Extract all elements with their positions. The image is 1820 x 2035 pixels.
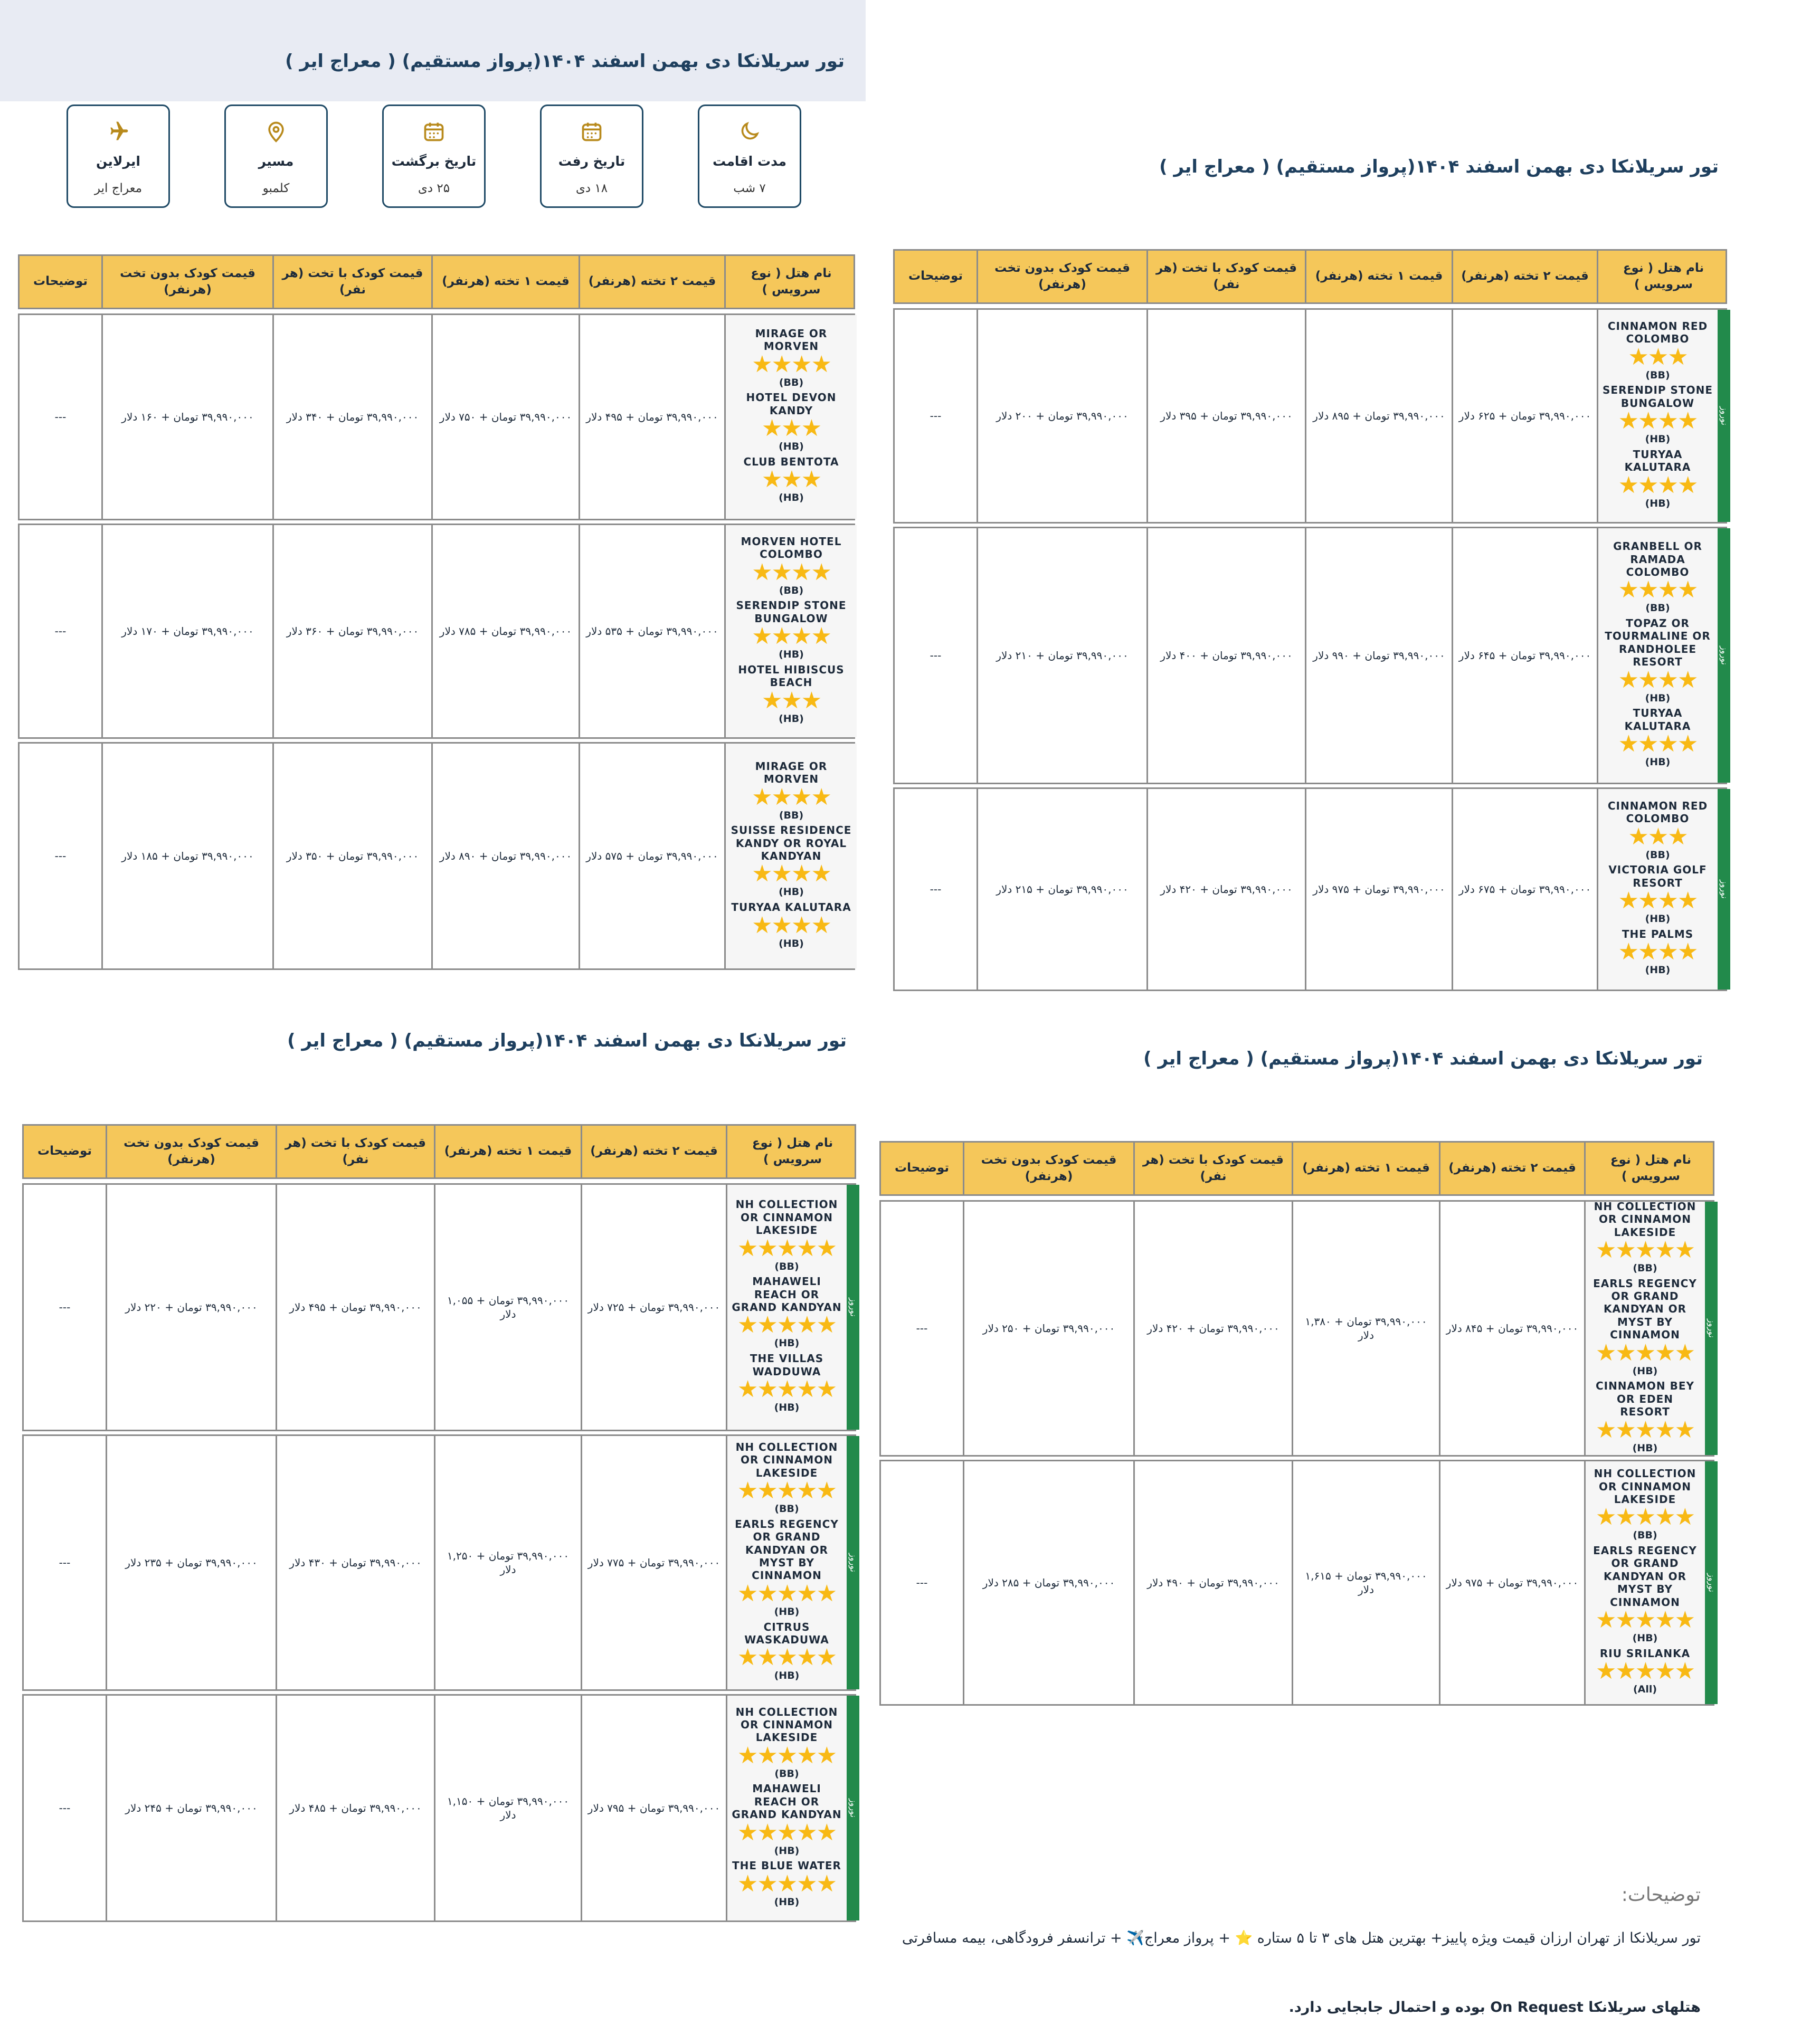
cell-notes: --- xyxy=(916,1322,928,1335)
table-header-row xyxy=(879,1141,1714,1196)
board-type: (BB) xyxy=(774,1503,799,1515)
board-type: (HB) xyxy=(1645,497,1671,509)
star-rating: ★★★★★ xyxy=(737,1742,837,1769)
star-rating: ★★★★★ xyxy=(737,1234,837,1262)
cell-double: ۳۹,۹۹۰,۰۰۰ تومان + ۷۲۵ دلار xyxy=(581,1185,726,1430)
hotel-name: EARLS REGENCY OR GRAND KANDYAN OR MYST BY CINNAMON xyxy=(1593,1544,1697,1609)
header-hotel: نام هتل ( نوع سرویس ) xyxy=(726,1126,858,1177)
star-rating: ★★★★★ xyxy=(1595,1416,1695,1443)
header-child-bed: قیمت کودک با تخت (هر نفر) xyxy=(276,1126,434,1177)
season-strip: نوروز xyxy=(847,1436,859,1689)
cell-hotels xyxy=(1597,528,1729,783)
season-strip: نوروز xyxy=(1718,310,1730,522)
board-type: (HB) xyxy=(779,712,804,725)
star-rating: ★★★ xyxy=(761,687,821,714)
hotel-name: RIU SRILANKA xyxy=(1599,1647,1691,1660)
cell-single: ۳۹,۹۹۰,۰۰۰ تومان + ۱,۲۵۰ دلار xyxy=(434,1436,581,1689)
header-child-nobed: قیمت کودک بدون تخت (هرنفر) xyxy=(106,1126,276,1177)
notes-title: توضیحات: xyxy=(1621,1884,1701,1906)
season-strip: نوروز xyxy=(847,1185,859,1430)
info-card-label: مدت اقامت xyxy=(712,154,786,169)
cell-child-bed: ۳۹,۹۹۰,۰۰۰ تومان + ۴۲۰ دلار xyxy=(1133,1202,1292,1455)
cell-notes: --- xyxy=(59,1802,71,1814)
hotel-name: NH COLLECTION OR CINNAMON LAKESIDE xyxy=(735,1198,838,1237)
board-type: (HB) xyxy=(779,886,804,898)
season-strip: نوروز xyxy=(1718,528,1730,783)
info-card-return xyxy=(382,104,486,208)
hotel-name: CINNAMON RED COLOMBO xyxy=(1607,799,1708,825)
header-notes: توضیحات xyxy=(895,1161,949,1175)
star-rating: ★★★★ xyxy=(752,350,831,378)
calendar-icon xyxy=(384,117,484,146)
board-type: (HB) xyxy=(1645,692,1671,704)
board-type: (HB) xyxy=(1645,913,1671,925)
header-notes: توضیحات xyxy=(33,274,88,289)
table-row xyxy=(22,1434,859,1691)
cell-child-nobed: ۳۹,۹۹۰,۰۰۰ تومان + ۲۱۵ دلار xyxy=(977,789,1146,990)
header-notes: توضیحات xyxy=(37,1144,92,1158)
cell-hotels xyxy=(726,1185,858,1430)
hotel-name: THE BLUE WATER xyxy=(732,1859,841,1872)
board-type: (BB) xyxy=(1633,1262,1657,1274)
cell-child-nobed: ۳۹,۹۹۰,۰۰۰ تومان + ۲۱۰ دلار xyxy=(977,528,1146,783)
header-notes: توضیحات xyxy=(908,269,963,283)
star-rating: ★★★★★ xyxy=(1595,1606,1695,1634)
star-rating: ★★★★ xyxy=(752,911,831,939)
board-type: (BB) xyxy=(774,1260,799,1272)
hotel-name: TURYAA KALUTARA xyxy=(731,901,851,914)
star-rating: ★★★★ xyxy=(752,860,831,888)
header-single: قیمت ۱ تخته (هرنفر) xyxy=(431,256,579,308)
header-child-nobed: قیمت کودک بدون تخت (هرنفر) xyxy=(977,251,1146,302)
board-type: (HB) xyxy=(1645,756,1671,768)
info-card-label: تاریخ رفت xyxy=(558,154,625,169)
hotel-name: TURYAA KALUTARA xyxy=(1624,448,1691,474)
cell-child-nobed: ۳۹,۹۹۰,۰۰۰ تومان + ۲۰۰ دلار xyxy=(977,310,1146,522)
cell-child-nobed: ۳۹,۹۹۰,۰۰۰ تومان + ۲۳۵ دلار xyxy=(106,1436,276,1689)
star-rating: ★★★★★ xyxy=(737,1375,837,1403)
cell-child-nobed: ۳۹,۹۹۰,۰۰۰ تومان + ۲۸۵ دلار xyxy=(963,1461,1133,1704)
header-hotel: نام هتل ( نوع سرویس ) xyxy=(1597,251,1729,302)
cell-double: ۳۹,۹۹۰,۰۰۰ تومان + ۴۹۵ دلار xyxy=(579,315,724,519)
star-rating: ★★★★ xyxy=(1618,576,1698,604)
cell-double: ۳۹,۹۹۰,۰۰۰ تومان + ۸۴۵ دلار xyxy=(1439,1202,1584,1455)
board-type: (BB) xyxy=(1645,369,1670,381)
header-double: قیمت ۲ تخته (هرنفر) xyxy=(581,1126,726,1177)
cell-double: ۳۹,۹۹۰,۰۰۰ تومان + ۹۷۵ دلار xyxy=(1439,1461,1584,1704)
table-row xyxy=(893,527,1730,784)
cell-single: ۳۹,۹۹۰,۰۰۰ تومان + ۹۷۵ دلار xyxy=(1305,789,1452,990)
header-child-bed: قیمت کودک با تخت (هر نفر) xyxy=(1133,1143,1292,1194)
star-rating: ★★★ xyxy=(1628,343,1688,370)
board-type: (HB) xyxy=(779,649,804,661)
board-type: (HB) xyxy=(779,441,804,453)
cell-single: ۳۹,۹۹۰,۰۰۰ تومان + ۷۵۰ دلار xyxy=(431,315,579,519)
board-type: (HB) xyxy=(1632,1632,1658,1644)
info-card-value: ۷ شب xyxy=(733,182,766,195)
tour-title-left-1: تور سریلانکا دی بهمن اسفند ۱۴۰۴(پرواز مستقیم) ( معراج ایر ) xyxy=(285,51,845,72)
cell-child-bed: ۳۹,۹۹۰,۰۰۰ تومان + ۳۹۵ دلار xyxy=(1146,310,1305,522)
tour-title-right-2: تور سریلانکا دی بهمن اسفند ۱۴۰۴(پرواز مستقیم) ( معراج ایر ) xyxy=(1143,1048,1703,1069)
cell-single: ۳۹,۹۹۰,۰۰۰ تومان + ۹۹۰ دلار xyxy=(1305,528,1452,783)
cell-single: ۳۹,۹۹۰,۰۰۰ تومان + ۷۸۵ دلار xyxy=(431,525,579,737)
tour-title-left-2: تور سریلانکا دی بهمن اسفند ۱۴۰۴(پرواز مستقیم) ( معراج ایر ) xyxy=(287,1030,847,1051)
board-type: (HB) xyxy=(774,1401,800,1413)
cell-hotels xyxy=(724,315,857,519)
board-type: (HB) xyxy=(774,1896,800,1908)
hotel-name: HOTEL HIBISCUS BEACH xyxy=(738,663,845,689)
info-card-label: مسیر xyxy=(258,154,294,169)
cell-child-bed: ۳۹,۹۹۰,۰۰۰ تومان + ۴۲۰ دلار xyxy=(1146,789,1305,990)
table-row xyxy=(18,742,855,970)
star-rating: ★★★★★ xyxy=(737,1819,837,1846)
hotel-name: TURYAA KALUTARA xyxy=(1624,707,1691,733)
header-child-nobed: قیمت کودک بدون تخت (هرنفر) xyxy=(963,1143,1133,1194)
star-rating: ★★★★★ xyxy=(737,1311,837,1339)
info-card-label: تاریخ برگشت xyxy=(391,154,477,169)
hotel-name: HOTEL DEVON KANDY xyxy=(746,391,837,417)
cell-child-nobed: ۳۹,۹۹۰,۰۰۰ تومان + ۱۷۰ دلار xyxy=(101,525,272,737)
cell-double: ۳۹,۹۹۰,۰۰۰ تومان + ۵۳۵ دلار xyxy=(579,525,724,737)
table-row xyxy=(22,1694,859,1922)
cell-notes: --- xyxy=(59,1301,71,1314)
info-card-departure xyxy=(540,104,643,208)
cell-single: ۳۹,۹۹۰,۰۰۰ تومان + ۱,۶۱۵ دلار xyxy=(1292,1461,1439,1704)
hotel-name: SUISSE RESIDENCE KANDY OR ROYAL KANDYAN xyxy=(731,824,852,863)
hotel-name: THE VILLAS WADDUWA xyxy=(750,1352,824,1378)
star-rating: ★★★★ xyxy=(752,558,831,586)
star-rating: ★★★★ xyxy=(1618,471,1698,499)
cell-child-bed: ۳۹,۹۹۰,۰۰۰ تومان + ۳۴۰ دلار xyxy=(272,315,431,519)
board-type: (BB) xyxy=(774,1767,799,1780)
table-row xyxy=(879,1200,1717,1457)
cell-hotels xyxy=(1584,1202,1716,1455)
header-double: قیمت ۲ تخته (هرنفر) xyxy=(579,256,724,308)
info-card-value: ۱۸ دی xyxy=(575,182,608,195)
board-type: (HB) xyxy=(774,1605,800,1618)
hotel-name: CINNAMON RED COLOMBO xyxy=(1607,319,1708,346)
board-type: (BB) xyxy=(779,376,804,388)
season-strip: نوروز xyxy=(1705,1202,1718,1455)
hotel-name: MAHAWELI REACH OR GRAND KANDYAN xyxy=(732,1275,842,1314)
cell-double: ۳۹,۹۹۰,۰۰۰ تومان + ۷۹۵ دلار xyxy=(581,1696,726,1920)
cell-hotels xyxy=(724,744,857,968)
cell-child-nobed: ۳۹,۹۹۰,۰۰۰ تومان + ۲۲۰ دلار xyxy=(106,1185,276,1430)
star-rating: ★★★★★ xyxy=(1595,1658,1695,1685)
header-child-bed: قیمت کودک با تخت (هر نفر) xyxy=(1146,251,1305,302)
info-card-value: ۲۵ دی xyxy=(418,182,450,195)
cell-notes: --- xyxy=(916,1576,928,1589)
hotel-name: NH COLLECTION OR CINNAMON LAKESIDE xyxy=(1594,1467,1696,1506)
board-type: (HB) xyxy=(779,937,804,949)
board-type: (All) xyxy=(1633,1684,1657,1696)
notes-line-2: هتلهای سریلانکا On Request بوده و احتمال جابجایی دارد. xyxy=(1288,1999,1701,2015)
location-pin-icon xyxy=(226,117,326,146)
cell-child-bed: ۳۹,۹۹۰,۰۰۰ تومان + ۳۵۰ دلار xyxy=(272,744,431,968)
board-type: (BB) xyxy=(779,809,804,821)
cell-child-nobed: ۳۹,۹۹۰,۰۰۰ تومان + ۲۵۰ دلار xyxy=(963,1202,1133,1455)
notes-line-1: تور سریلانکا از تهران ارزان قیمت ویژه پاییز+ بهترین هتل های ۳ تا ۵ ستاره ⭐ + پرواز معراج✈️ + ترانسفر فرودگاهی، بیمه مسافرتی xyxy=(902,1930,1701,1946)
season-strip: نوروز xyxy=(847,1696,859,1920)
star-rating: ★★★★ xyxy=(1618,407,1698,435)
cell-hotels xyxy=(1597,789,1729,990)
cell-hotels xyxy=(1597,310,1729,522)
board-type: (HB) xyxy=(1645,433,1671,445)
cell-single: ۳۹,۹۹۰,۰۰۰ تومان + ۱,۱۵۰ دلار xyxy=(434,1696,581,1920)
hotel-name: NH COLLECTION OR CINNAMON LAKESIDE xyxy=(1594,1200,1696,1239)
header-child-nobed: قیمت کودک بدون تخت (هرنفر) xyxy=(101,256,272,308)
board-type: (HB) xyxy=(774,1844,800,1857)
cell-double: ۳۹,۹۹۰,۰۰۰ تومان + ۶۲۵ دلار xyxy=(1452,310,1597,522)
cell-child-bed: ۳۹,۹۹۰,۰۰۰ تومان + ۴۰۰ دلار xyxy=(1146,528,1305,783)
hotel-name: EARLS REGENCY OR GRAND KANDYAN OR MYST BY CINNAMON xyxy=(735,1517,839,1582)
cell-hotels xyxy=(724,525,857,737)
table-row xyxy=(879,1460,1717,1706)
table-row xyxy=(18,524,855,739)
cell-child-bed: ۳۹,۹۹۰,۰۰۰ تومان + ۴۸۵ دلار xyxy=(276,1696,434,1920)
cell-single: ۳۹,۹۹۰,۰۰۰ تومان + ۸۹۵ دلار xyxy=(1305,310,1452,522)
cell-child-nobed: ۳۹,۹۹۰,۰۰۰ تومان + ۲۴۵ دلار xyxy=(106,1696,276,1920)
season-strip: نوروز xyxy=(1705,1461,1718,1704)
header-single: قیمت ۱ تخته (هرنفر) xyxy=(1292,1143,1439,1194)
board-type: (BB) xyxy=(1633,1529,1657,1542)
calendar-icon xyxy=(542,117,642,146)
airplane-icon xyxy=(68,117,168,146)
hotel-name: SERENDIP STONE BUNGALOW xyxy=(736,599,847,625)
star-rating: ★★★★★ xyxy=(737,1580,837,1607)
board-type: (BB) xyxy=(779,584,804,596)
table-header-row xyxy=(18,254,855,309)
table-row xyxy=(18,313,855,520)
info-card-value: کلمبو xyxy=(262,182,290,195)
hotel-name: SERENDIP STONE BUNGALOW xyxy=(1603,384,1713,410)
cell-child-bed: ۳۹,۹۹۰,۰۰۰ تومان + ۴۹۵ دلار xyxy=(276,1185,434,1430)
cell-notes: --- xyxy=(54,850,67,862)
board-type: (BB) xyxy=(1645,602,1670,614)
hotel-name: THE PALMS xyxy=(1622,927,1694,940)
hotel-name: GRANBELL OR RAMADA COLOMBO xyxy=(1613,540,1702,578)
star-rating: ★★★★ xyxy=(1618,887,1698,915)
board-type: (HB) xyxy=(774,1337,800,1349)
star-rating: ★★★ xyxy=(761,415,821,442)
cell-notes: --- xyxy=(930,410,942,422)
tour-title-right-1: تور سریلانکا دی بهمن اسفند ۱۴۰۴(پرواز مستقیم) ( معراج ایر ) xyxy=(1159,156,1719,177)
star-rating: ★★★★ xyxy=(752,623,831,650)
cell-notes: --- xyxy=(59,1556,71,1569)
cell-notes: --- xyxy=(54,625,67,638)
cell-hotels xyxy=(726,1696,858,1920)
cell-child-bed: ۳۹,۹۹۰,۰۰۰ تومان + ۳۶۰ دلار xyxy=(272,525,431,737)
header-double: قیمت ۲ تخته (هرنفر) xyxy=(1452,251,1597,302)
info-card-airline xyxy=(67,104,170,208)
cell-child-bed: ۳۹,۹۹۰,۰۰۰ تومان + ۴۹۰ دلار xyxy=(1133,1461,1292,1704)
header-single: قیمت ۱ تخته (هرنفر) xyxy=(1305,251,1452,302)
star-rating: ★★★★ xyxy=(752,783,831,811)
cell-double: ۳۹,۹۹۰,۰۰۰ تومان + ۶۴۵ دلار xyxy=(1452,528,1597,783)
table-row xyxy=(893,787,1730,991)
star-rating: ★★★ xyxy=(1628,823,1688,850)
cell-notes: --- xyxy=(54,411,67,423)
cell-child-nobed: ۳۹,۹۹۰,۰۰۰ تومان + ۱۸۵ دلار xyxy=(101,744,272,968)
header-hotel: نام هتل ( نوع سرویس ) xyxy=(724,256,857,308)
hotel-name: MIRAGE OR MORVEN xyxy=(755,327,828,353)
cell-hotels xyxy=(726,1436,858,1689)
cell-single: ۳۹,۹۹۰,۰۰۰ تومان + ۱,۰۵۵ دلار xyxy=(434,1185,581,1430)
header-child-bed: قیمت کودک با تخت (هر نفر) xyxy=(272,256,431,308)
table-row xyxy=(22,1183,859,1431)
table-header-row xyxy=(22,1124,856,1179)
hotel-name: CINNAMON BEY OR EDEN RESORT xyxy=(1595,1380,1695,1419)
hotel-name: MORVEN HOTEL COLOMBO xyxy=(741,535,842,561)
table-header-row xyxy=(893,249,1727,304)
cell-double: ۳۹,۹۹۰,۰۰۰ تومان + ۵۷۵ دلار xyxy=(579,744,724,968)
header-single: قیمت ۱ تخته (هرنفر) xyxy=(434,1126,581,1177)
season-strip: نوروز xyxy=(1718,789,1730,990)
cell-single: ۳۹,۹۹۰,۰۰۰ تومان + ۸۹۰ دلار xyxy=(431,744,579,968)
info-card-value: معراج ایر xyxy=(94,182,143,195)
star-rating: ★★★★ xyxy=(1618,938,1698,966)
header-double: قیمت ۲ تخته (هرنفر) xyxy=(1439,1143,1584,1194)
star-rating: ★★★★★ xyxy=(1595,1339,1695,1366)
hotel-name: CLUB BENTOTA xyxy=(743,455,839,468)
star-rating: ★★★★ xyxy=(1618,730,1698,758)
header-hotel: نام هتل ( نوع سرویس ) xyxy=(1584,1143,1716,1194)
cell-double: ۳۹,۹۹۰,۰۰۰ تومان + ۷۷۵ دلار xyxy=(581,1436,726,1689)
cell-notes: --- xyxy=(930,649,942,662)
hotel-name: VICTORIA GOLF RESORT xyxy=(1608,863,1707,889)
star-rating: ★★★★ xyxy=(1618,666,1698,693)
board-type: (HB) xyxy=(1645,964,1671,976)
cell-notes: --- xyxy=(930,883,942,896)
hotel-name: MAHAWELI REACH OR GRAND KANDYAN xyxy=(732,1782,842,1821)
star-rating: ★★★★★ xyxy=(737,1477,837,1505)
star-rating: ★★★ xyxy=(761,466,821,493)
star-rating: ★★★★★ xyxy=(1595,1237,1695,1263)
cell-child-bed: ۳۹,۹۹۰,۰۰۰ تومان + ۴۳۰ دلار xyxy=(276,1436,434,1689)
cell-hotels xyxy=(1584,1461,1716,1704)
hotel-name: NH COLLECTION OR CINNAMON LAKESIDE xyxy=(735,1705,838,1744)
star-rating: ★★★★★ xyxy=(737,1644,837,1671)
info-card-stay xyxy=(698,104,801,208)
cell-child-nobed: ۳۹,۹۹۰,۰۰۰ تومان + ۱۶۰ دلار xyxy=(101,315,272,519)
hotel-name: CITRUS WASKADUWA xyxy=(744,1620,829,1646)
board-type: (HB) xyxy=(779,492,804,504)
hotel-name: NH COLLECTION OR CINNAMON LAKESIDE xyxy=(735,1441,838,1479)
cell-single: ۳۹,۹۹۰,۰۰۰ تومان + ۱,۳۸۰ دلار xyxy=(1292,1202,1439,1455)
board-type: (HB) xyxy=(1632,1442,1658,1454)
table-row xyxy=(893,308,1730,524)
board-type: (HB) xyxy=(1632,1365,1658,1377)
board-type: (HB) xyxy=(774,1670,800,1682)
hotel-name: TOPAZ OR TOURMALINE OR RANDHOLEE RESORT xyxy=(1605,617,1711,669)
moon-icon xyxy=(699,117,800,146)
cell-double: ۳۹,۹۹۰,۰۰۰ تومان + ۶۷۵ دلار xyxy=(1452,789,1597,990)
info-card-route xyxy=(224,104,328,208)
info-card-label: ایرلاین xyxy=(96,154,140,169)
hotel-name: MIRAGE OR MORVEN xyxy=(755,759,828,786)
star-rating: ★★★★★ xyxy=(737,1870,837,1897)
star-rating: ★★★★★ xyxy=(1595,1504,1695,1531)
hotel-name: EARLS REGENCY OR GRAND KANDYAN OR MYST BY CINNAMON xyxy=(1593,1277,1697,1342)
board-type: (BB) xyxy=(1645,849,1670,861)
